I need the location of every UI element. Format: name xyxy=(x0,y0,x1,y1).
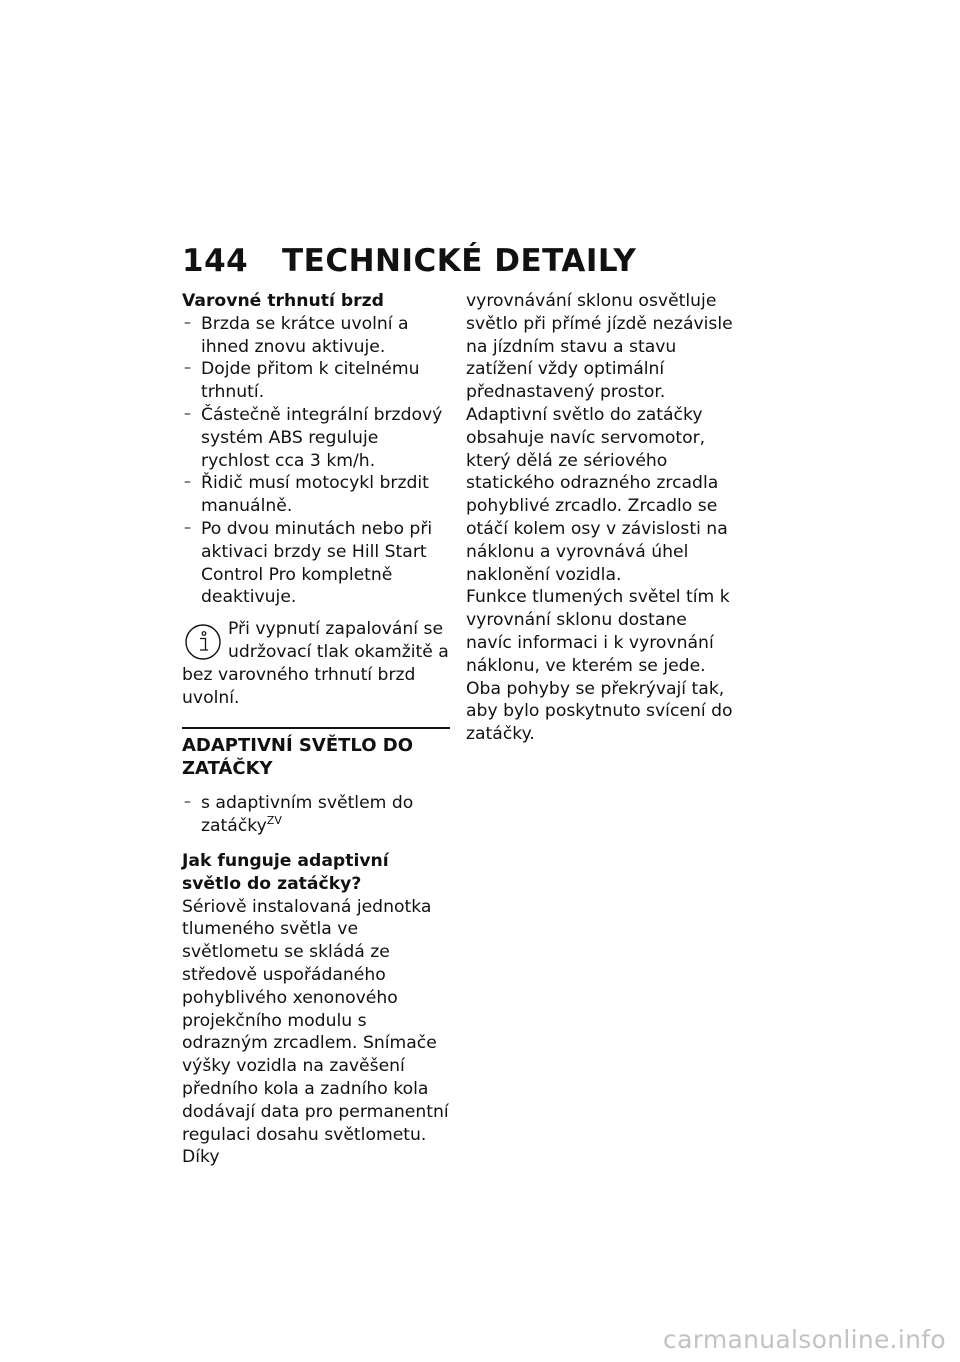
list-item: – Brzda se krátce uvolní a ihned znovu aktivuje. xyxy=(182,313,450,359)
page-header xyxy=(182,238,636,284)
info-note xyxy=(182,618,450,709)
page-title: TECHNICKÉ DETAILY xyxy=(282,243,637,279)
paragraph: Adaptivní světlo do zatáčky obsahuje navíc servomotor, který dělá ze sériového statického odrazného zrcadla pohyblivé zrcadlo. Zrcadlo se otáčí kolem osy v závislosti na náklonu a vyrovnává úhel naklonění vozidla. xyxy=(466,404,728,585)
list-item: – Dojde přitom k citelnému trhnutí. xyxy=(182,358,450,404)
right-column xyxy=(466,290,734,746)
list-item: – Řidič musí motocykl brzdit manuálně. xyxy=(182,472,450,518)
note-text: Při vypnutí zapalování se udržovací tlak okamžitě a bez varovného trhnutí brzd uvolní. xyxy=(182,619,449,708)
paragraph: Funkce tlumených světel tím k vyrovnání sklonu dostane navíc informaci i k vyrovnání náklonu, ve kterém se jede. Oba pohyby se překrývají tak, aby bylo poskytnuto svícení do zatáčky. xyxy=(466,587,733,745)
brake-jerk-list xyxy=(182,313,450,609)
paragraph: Sériově instalovaná jednotka tlumeného světla ve světlometu se skládá ze středově uspořádaného pohyblivého xenonového projekčního modulu s odrazným zrcadlem. Snímače výšky vozidla na zavěšení předního kola a zadního kola dodávají data pro permanentní regulaci dosahu světlometu. Díky xyxy=(182,896,449,1168)
list-item: – Po dvou minutách nebo při aktivaci brzdy se Hill Start Control Pro kompletně deaktivuje. xyxy=(182,518,450,609)
subheading-brake-jerk: Varovné trhnutí brzd xyxy=(182,291,384,311)
info-icon xyxy=(182,620,226,662)
list-item: – Částečně integrální brzdový systém ABS reguluje rychlost cca 3 km/h. xyxy=(182,404,450,472)
list-item-text: s adaptivním světlem do zatáčky xyxy=(201,793,414,837)
watermark: carmanualsonline.info xyxy=(663,1325,946,1354)
subheading-how-it-works: Jak funguje adaptivní světlo do zatáčky? xyxy=(182,850,389,894)
section-heading: ADAPTIVNÍ SVĚTLO DO ZATÁČKY xyxy=(182,727,450,780)
equipment-list xyxy=(182,792,450,838)
option-marker: ZV xyxy=(266,814,282,828)
page-number: 144 xyxy=(182,243,249,279)
list-item xyxy=(182,792,450,838)
left-column xyxy=(182,290,450,1169)
paragraph: vyrovnávání sklonu osvětluje světlo při přímé jízdě nezávisle na jízdním stavu a stavu zatížení vždy optimální přednastavený prostor. xyxy=(466,291,733,403)
